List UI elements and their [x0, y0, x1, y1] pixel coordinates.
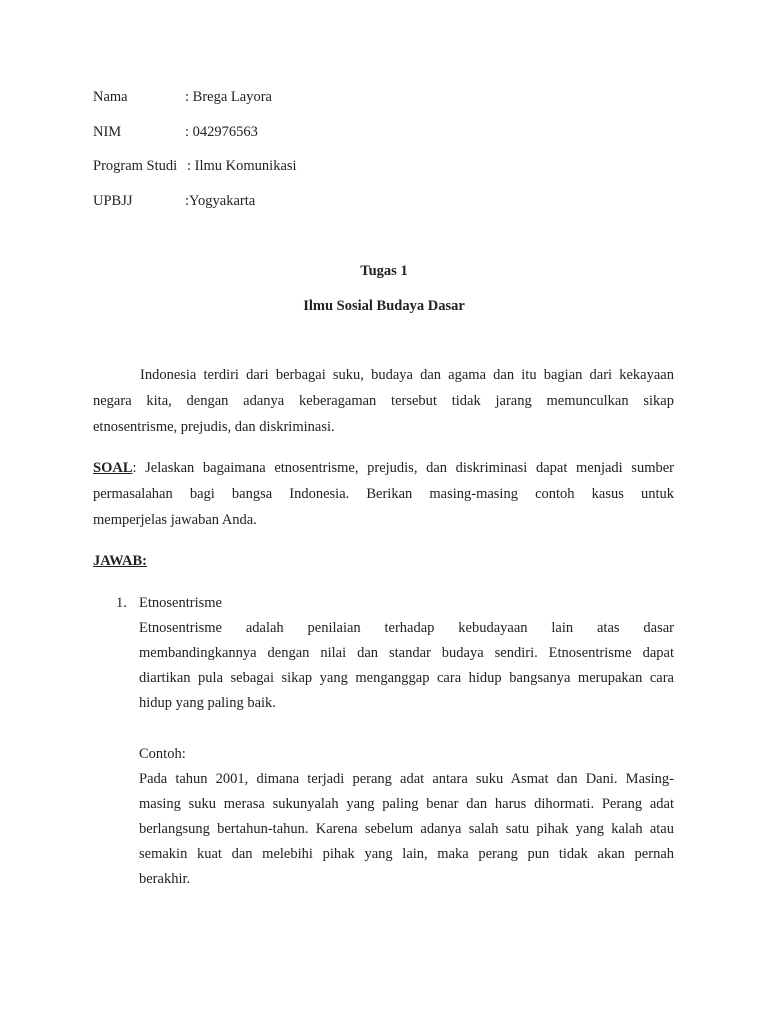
prodi-label: Program Studi [93, 158, 178, 174]
nama-label: Nama [93, 89, 128, 105]
intro-paragraph [93, 366, 674, 436]
definition-line: hidup yang paling baik. [139, 695, 276, 711]
soal-line [93, 459, 674, 477]
example-line: Pada tahun 2001, dimana terjadi perang adat antara suku Asmat dan Dani. Masing- [139, 771, 674, 787]
example-line: semakin kuat dan melebihi pihak yang lain, maka perang pun tidak akan pernah [139, 846, 674, 862]
intro-line: negara kita, dengan adanya keberagaman tersebut tidak jarang memunculkan sikap [93, 393, 674, 409]
soal-text: : Jelaskan bagaimana etnosentrisme, prejudis, dan diskriminasi dapat menjadi sumber [132, 460, 674, 476]
soal-paragraph [93, 459, 674, 529]
example-line: berakhir. [139, 871, 191, 887]
jawab-label: JAWAB: [93, 553, 147, 569]
soal-line: memperjelas jawaban Anda. [93, 512, 257, 528]
intro-line: Indonesia terdiri dari berbagai suku, budaya dan agama dan itu bagian dari kekayaan [140, 367, 674, 383]
upbjj-label: UPBJJ [93, 193, 133, 209]
nim-label: NIM [93, 124, 122, 140]
definition-line: Etnosentrisme adalah penilaian terhadap kebudayaan lain atas dasar [139, 620, 674, 636]
nim-value: : 042976563 [185, 124, 258, 140]
item-heading: Etnosentrisme [139, 595, 222, 611]
example-line: masing suku merasa sukunyalah yang paling benar dan harus dihormati. Perang adat [139, 796, 674, 812]
contoh-label: Contoh: [139, 746, 186, 762]
definition-line: diartikan pula sebagai sikap yang menganggap cara hidup bangsanya merupakan cara [139, 670, 674, 686]
nama-value: : Brega Layora [185, 89, 272, 105]
document-title: Tugas 1 [360, 263, 408, 279]
list-number: 1. [116, 595, 127, 611]
document-subtitle: Ilmu Sosial Budaya Dasar [303, 298, 465, 314]
soal-line: permasalahan bagi bangsa Indonesia. Berikan masing-masing contoh kasus untuk [93, 486, 674, 502]
soal-label: SOAL [93, 460, 133, 476]
prodi-value: : Ilmu Komunikasi [187, 158, 297, 174]
intro-line: etnosentrisme, prejudis, dan diskriminasi. [93, 419, 335, 435]
definition-line: membandingkannya dengan nilai dan standar budaya sendiri. Etnosentrisme dapat [139, 645, 674, 661]
upbjj-value: :Yogyakarta [185, 193, 256, 209]
example-line: berlangsung bertahun-tahun. Karena sebelum adanya salah satu pihak yang kalah atau [139, 821, 674, 837]
example-paragraph [139, 770, 674, 888]
definition-paragraph [139, 619, 674, 712]
